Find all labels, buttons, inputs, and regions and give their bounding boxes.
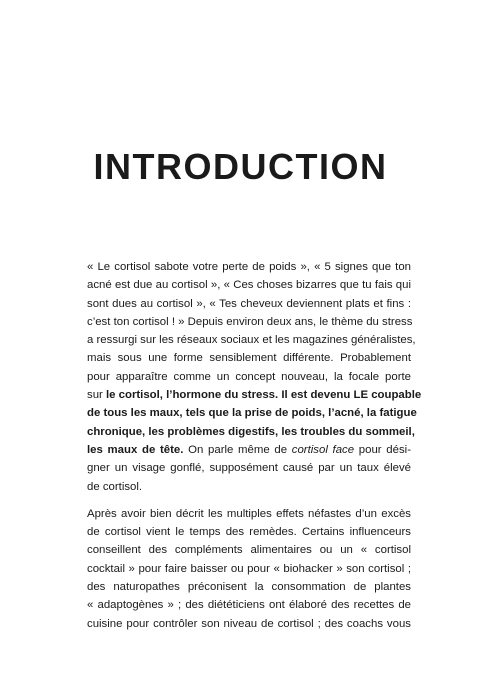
text-line: mais sous une forme sensiblement différente. Probablement <box>87 352 411 365</box>
text-line <box>87 423 415 441</box>
bold-text: le cortisol, l’hormone du stress. Il est devenu LE coupable <box>106 389 422 402</box>
text-line: conseillent des compléments alimentaires ou un « cortisol <box>87 544 411 557</box>
text-line: Après avoir bien décrit les multiples effets néfastes d’un excès <box>87 507 411 520</box>
text-line <box>87 386 422 404</box>
text-line: gner un visage gonflé, supposément causé par un taux élevé <box>87 462 411 475</box>
text-line: a ressurgi sur les réseaux sociaux et les magazines généralistes, <box>87 334 416 347</box>
text-run: On parle même de <box>183 443 292 456</box>
text-line: cocktail » pour faire baisser ou pour « biohacker » son cortisol ; <box>87 562 411 575</box>
text-line: c’est ton cortisol ! » Depuis environ deux ans, le thème du stress <box>87 315 413 328</box>
paragraph-1 <box>87 258 422 496</box>
bold-text: de tous les maux, tels que la prise de poids, l’acné, la fatigue <box>87 407 417 420</box>
text-line: de cortisol. <box>87 480 143 493</box>
text-line: « adaptogènes » ; des diététiciens ont élaboré des recettes de <box>87 599 411 612</box>
text-line: des naturopathes préconisent la consommation de plantes <box>87 581 411 594</box>
body-text <box>87 258 422 642</box>
text-line: acné est due au cortisol », « Ces choses bizarres que tu fais qui <box>87 279 411 292</box>
text-line <box>87 441 411 459</box>
text-line <box>87 404 417 422</box>
italic-text: cortisol face <box>291 443 355 456</box>
bold-text: les maux de tête. <box>87 443 184 456</box>
text-line: sont dues au cortisol », « Tes cheveux deviennent plats et fins : <box>87 297 411 310</box>
text-line: « Le cortisol sabote votre perte de poids », « 5 signes que ton <box>87 261 411 273</box>
text-line: cuisine pour contrôler son niveau de cortisol ; des coachs vous <box>87 617 411 630</box>
bold-text: chronique, les problèmes digestifs, les troubles du sommeil, <box>87 425 415 438</box>
chapter-title: INTRODUCTION <box>93 146 388 187</box>
text-line: pour apparaître comme un concept nouveau, la focale porte <box>87 370 411 383</box>
text-line: de cortisol vient le temps des remèdes. Certains influenceurs <box>87 526 411 539</box>
text-run: pour dési- <box>354 443 411 456</box>
text-run: sur <box>87 389 106 402</box>
paragraph-2 <box>87 505 411 633</box>
